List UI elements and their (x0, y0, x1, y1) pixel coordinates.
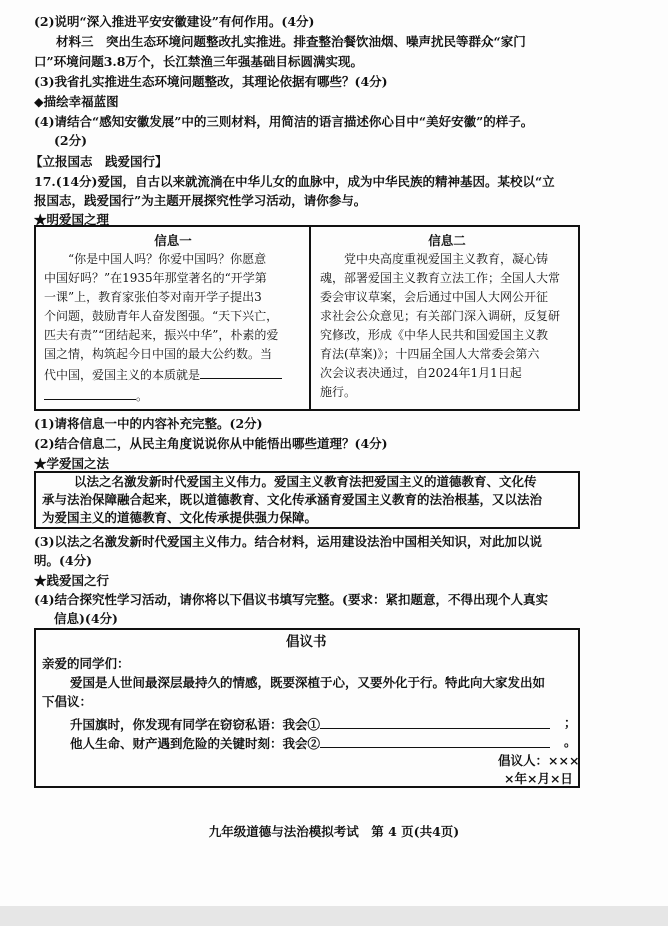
table-divider (309, 227, 311, 409)
info-one-title: 信息一 (154, 233, 192, 248)
info-two-line: 次会议表决通过，自2024年1月1日起 (320, 366, 522, 380)
proposal-date: ×年×月×日 (504, 771, 573, 786)
sub-question-4-line-2: 信息)(4分) (54, 611, 118, 626)
info-one-line: 国之情，构筑起今日中国的最大公约数。当 (44, 347, 273, 361)
proposal-item-2-end: 。 (564, 734, 577, 749)
page-footer: 九年级道德与法治模拟考试 第 4 页(共4页) (208, 824, 460, 839)
question-2: (2)说明“深入推进平安安徽建设”有何作用。(4分) (34, 14, 315, 29)
info-two-line: 魂，部署爱国主义教育立法工作；全国人大常 (320, 271, 561, 285)
question-4-line-1: (4)请结合“感知安徽发展”中的三则材料，用简洁的语言描述你心目中“美好安徽”的样子。 (34, 114, 534, 129)
info-two-line: 究修改，形成《中华人民共和国爱国主义教 (320, 328, 549, 342)
proposal-paragraph-line-1: 爱国是人世间最深层最持久的情感，既要深植于心，又要外化于行。特此向大家发出如 (70, 675, 546, 690)
sub-question-4-line-1: (4)结合探究性学习活动，请你将以下倡议书填写完整。(要求：紧扣题意，不得出现个人真实 (34, 592, 548, 607)
info-one-line: 一课”上，教育家张伯苓对南开学子提出3 (44, 290, 262, 304)
info-table (34, 225, 580, 411)
info-one-line: 匹夫有责”“团结起来，振兴中华”，朴素的爱 (44, 328, 279, 342)
law-line-1: 以法之名激发新时代爱国主义伟力。爱国主义教育法把爱国主义的道德教育、文化传 (74, 474, 537, 489)
info-two-line: 委会审议草案，会后通过中国人大网公开征 (320, 290, 549, 304)
info-two (320, 231, 574, 402)
question-3: (3)我省扎实推进生态环境问题整改，其理论依据有哪些？(4分) (34, 74, 388, 89)
proposal-box (34, 628, 580, 788)
info-one-line: “你是中国人吗？你爱中国吗？你愿意 (68, 252, 267, 266)
proposal-item-1-text: 升国旗时，你发现有同学在窃窃私语：我会① (70, 717, 321, 732)
info-two-line: 求社会公众意见；有关部门深入调研，反复研 (320, 309, 561, 323)
answer-blank-1[interactable] (320, 715, 550, 729)
proposal-item-2 (70, 734, 550, 752)
info-two-line: 施行。 (320, 385, 357, 399)
question-17-line-1: 17.(14分)爱国，自古以来就流淌在中华儿女的血脉中，成为中华民族的精神基因。某校以“立 (34, 174, 555, 189)
material-3-line-1: 材料三 突出生态环境问题整改扎实推进。排查整治餐饮油烟、噪声扰民等群众“家门 (56, 34, 526, 49)
section-heading-blueprint: ◆描绘幸福蓝图 (34, 94, 119, 109)
law-line-2: 承与法治保障融合起来，既以道德教育、文化传承涵育爱国主义教育的法治根基，又以法治 (42, 492, 543, 507)
info-one-line: 代中国，爱国主义的本质就是 (44, 368, 201, 382)
material-3-line-2: 口”环境问题3.8万个，长江禁渔三年强基础目标圆满实现。 (34, 54, 363, 69)
subsection-heading-law: ★学爱国之法 (34, 456, 110, 471)
proposal-item-2-text: 他人生命、财产遇到危险的关键时刻：我会② (70, 736, 321, 751)
subsection-heading-practice: ★践爱国之行 (34, 573, 110, 588)
blank-line[interactable] (44, 385, 136, 400)
sub-question-1: (1)请将信息一中的内容补充完整。(2分) (34, 416, 263, 431)
proposal-signer: 倡议人：××× (498, 753, 580, 768)
proposal-greeting: 亲爱的同学们： (42, 656, 130, 671)
sub-question-2: (2)结合信息二，从民主角度说说你从中能悟出哪些道理？(4分) (34, 436, 388, 451)
blank-line[interactable] (200, 364, 282, 379)
law-line-3: 为爱国主义的道德教育、文化传承提供强力保障。 (42, 510, 318, 525)
subsection-heading-reason: ★明爱国之理 (34, 212, 110, 227)
question-4-line-2: (2分) (54, 133, 88, 148)
proposal-paragraph-line-2: 下倡议： (42, 694, 93, 709)
sub-question-3-line-2: 明。(4分) (34, 553, 93, 568)
sub-question-3-line-1: (3)以法之名激发新时代爱国主义伟力。结合材料，运用建设法治中国相关知识，对此加以说 (34, 534, 543, 549)
info-two-title: 信息二 (428, 233, 466, 248)
info-one-line: 个问题，鼓励青年人奋发图强。“天下兴亡， (44, 309, 279, 323)
info-one-end: 。 (136, 389, 149, 403)
topic-heading: 【立报国志 践爱国行】 (30, 154, 168, 169)
law-material-box (34, 471, 580, 529)
info-two-line: 党中央高度重视爱国主义教育，凝心铸 (344, 252, 549, 266)
proposal-item-1-end: ； (564, 715, 577, 730)
answer-blank-2[interactable] (320, 734, 550, 748)
viewer-bottom-bar (0, 906, 668, 926)
question-17-line-2: 报国志，践爱国行”为主题开展探究性学习活动，请你参与。 (34, 193, 367, 208)
info-two-line: 育法(草案)》；十四届全国人大常委会第六 (320, 347, 540, 361)
proposal-title: 倡议书 (286, 634, 327, 650)
info-one (44, 231, 302, 406)
proposal-item-1 (70, 715, 550, 733)
info-one-line: 中国好吗？”在1935年那堂著名的“开学第 (44, 271, 267, 285)
